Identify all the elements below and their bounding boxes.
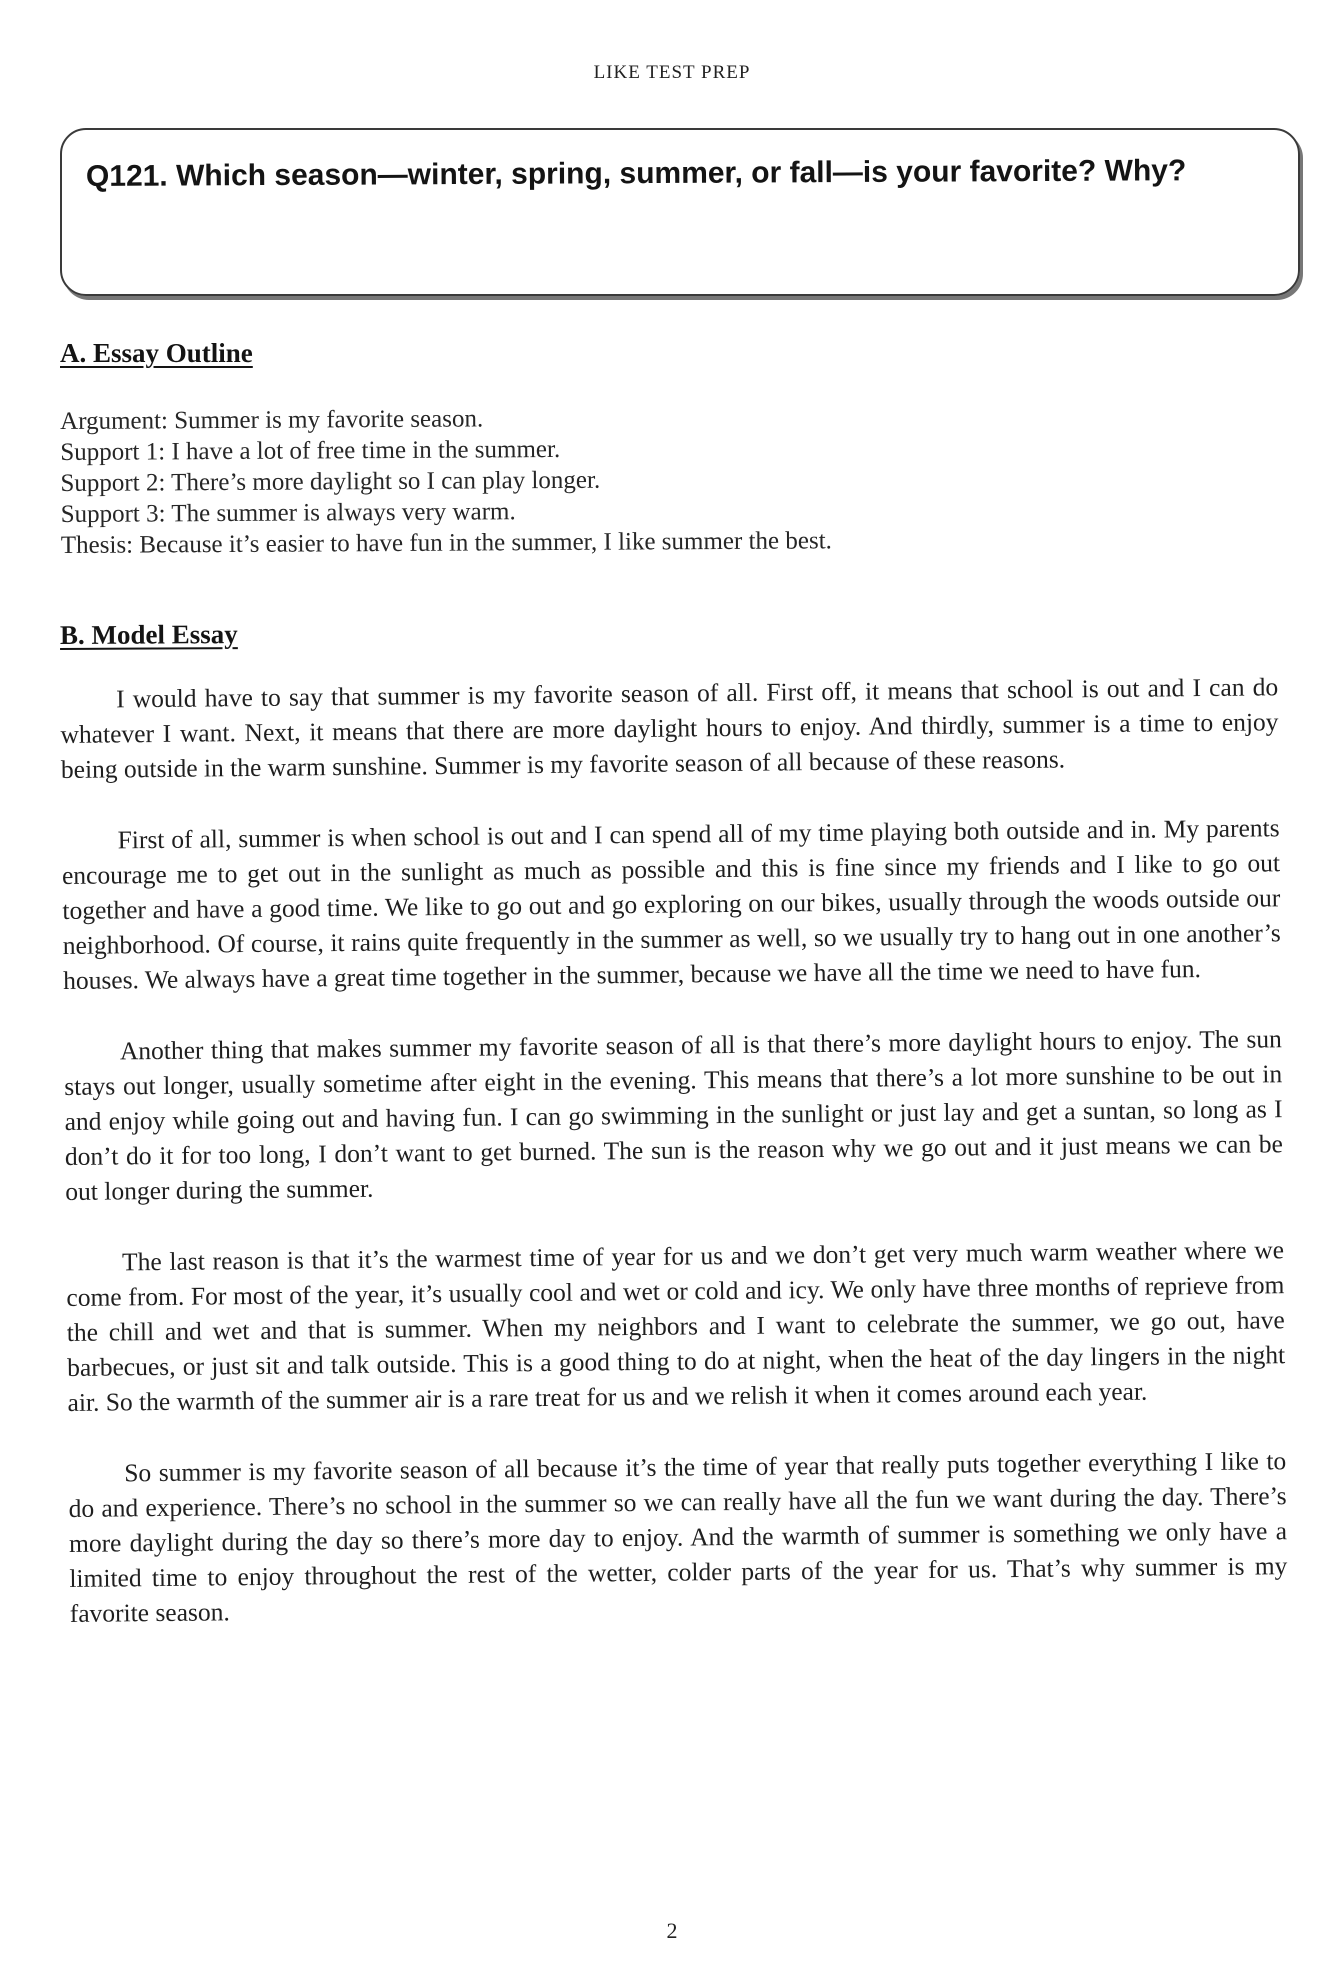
essay-paragraph-body-3: The last reason is that it’s the warmest time of year for us and we don’t get very much warm weather where we come from. For most of the year, it’s usually cool and wet or cold and icy. We only have three months of reprieve from the chill and wet and that is summer. When my neighbors and I want to celebrate the summer, we go out, have barbecues, or just sit and talk outside. This is a good thing to do at night, when the heat of the day lingers in the night air. So the warmth of the summer air is a rare treat for us and we relish it when it comes around each year. xyxy=(66,1235,1286,1417)
question-prompt: Q121. Which season—winter, spring, summer, or fall—is your favorite? Why? xyxy=(85,154,1187,193)
outline-list xyxy=(60,399,1261,561)
question-box xyxy=(60,128,1300,296)
outline-support-2: Support 2: There’s more daylight so I can play longer. xyxy=(60,466,601,497)
outline-thesis: Thesis: Because it’s easier to have fun in the summer, I like summer the best. xyxy=(60,527,832,559)
essay-paragraph-introduction: I would have to say that summer is my favorite season of all. First off, it means that school is out and I can do whatever I want. Next, it means that there are more daylight hours to enjoy. And thirdly, summer is a time to enjoy being outside in the warm sunshine. Summer is my favorite season of all because of these reasons. xyxy=(60,672,1279,784)
outline-heading: A. Essay Outline xyxy=(60,338,253,368)
page-number: 2 xyxy=(666,1918,678,1943)
model-essay-body xyxy=(60,669,1288,1667)
essay-paragraph-conclusion: So summer is my favorite season of all because it’s the time of year that really puts together everything I like to do and experience. There’s no school in the summer so we can really have all the fun we want during the day. There’s more daylight during the day so there’s more day to enjoy. And the warmth of summer is something we only have a limited time to enjoy throughout the rest of the wetter, colder parts of the year for us. That’s why summer is my favorite season. xyxy=(68,1446,1288,1628)
essay-paragraph-body-1: First of all, summer is when school is out and I can spend all of my time playing both outside and in. My parents encourage me to get out in the sunlight as much as possible and this is fine since my friends and I like to go out together and have a good time. We like to go out and go exploring on our bikes, usually through the woods outside our neighborhood. Of course, it rains quite frequently in the summer as well, so we usually try to hang out in one another’s houses. We always have a great time together in the summer, because we have all the time we need to have fun. xyxy=(61,813,1281,995)
outline-support-1: Support 1: I have a lot of free time in the summer. xyxy=(60,435,561,466)
running-header: LIKE TEST PREP xyxy=(593,62,751,83)
essay-paragraph-body-2: Another thing that makes summer my favorite season of all is that there’s more daylight hours to enjoy. The sun stays out longer, usually sometime after eight in the evening. This means that there’s a lot more sunshine to be out in and enjoy while going out and having fun. I can go swimming in the sunlight or just lay and get a suntan, so long as I don’t do it for too long, I don’t want to get burned. The sun is the reason why we go out and it just means we can be out longer during the summer. xyxy=(64,1024,1284,1206)
model-essay-heading: B. Model Essay xyxy=(59,619,238,650)
outline-argument: Argument: Summer is my favorite season. xyxy=(60,405,484,435)
outline-support-3: Support 3: The summer is always very warm. xyxy=(60,498,516,528)
